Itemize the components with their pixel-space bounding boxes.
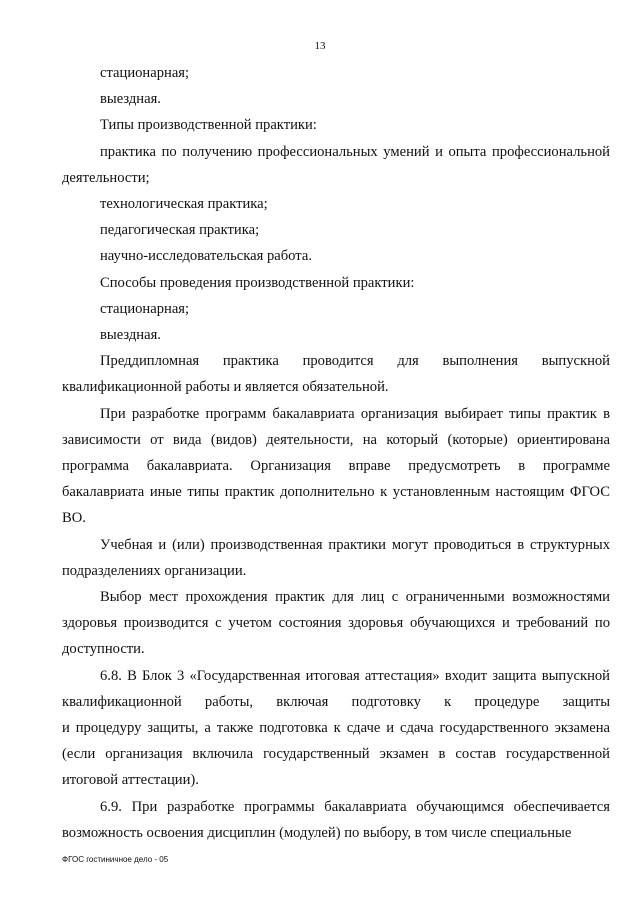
paragraph-field-2: выездная. bbox=[100, 327, 161, 344]
paragraph-production-practice-methods: Способы проведения производственной практики: bbox=[100, 274, 415, 291]
paragraph-structural-units: Учебная и (или) производственная практики могут проводиться в структурных подразделениях организации. bbox=[62, 536, 610, 579]
page-number: 13 bbox=[314, 40, 326, 52]
paragraph-field-1: выездная. bbox=[100, 91, 161, 108]
document-body bbox=[62, 60, 610, 846]
paragraph-pedagogical: педагогическая практика; bbox=[100, 222, 260, 239]
paragraph-pre-diploma: Преддипломная практика проводится для выполнения выпускной квалификационной работы и является обязательной. bbox=[62, 353, 610, 396]
paragraph-6-8-continued: и процедуру защиты, а также подготовка к сдаче и сдача государственного экзамена (если организация включила государственный экзамен в состав государственной итоговой аттестации). bbox=[62, 720, 610, 789]
paragraph-limited-abilities: Выбор мест прохождения практик для лиц с ограниченными возможностями здоровья производится с учетом состояния здоровья обучающихся и требований по доступности. bbox=[62, 589, 610, 658]
footer-note: ФГОС гостиничное дело - 05 bbox=[62, 855, 169, 864]
paragraph-research: научно-исследовательская работа. bbox=[100, 248, 312, 265]
paragraph-6-9: 6.9. При разработке программы бакалавриата обучающимся обеспечивается возможность освоения дисциплин (модулей) по выбору, в том числе специальные bbox=[62, 798, 610, 841]
paragraph-technological: технологическая практика; bbox=[100, 196, 268, 213]
paragraph-stationary-1: стационарная; bbox=[100, 65, 190, 81]
paragraph-program-development: При разработке программ бакалавриата организация выбирает типы практик в зависимости от вида (видов) деятельности, на который (которые) ориентирована программа бакалавриата. Организация вправе предусмотреть в программе бакалавриата иные типы практик дополнительно к установленным настоящим ФГОС ВО. bbox=[62, 405, 610, 527]
paragraph-6-8-first-part: 6.8. В Блок 3 «Государственная итоговая аттестация» входит защита выпускной квалификационной работы, включая подготовку к процедуре защиты bbox=[62, 667, 610, 710]
paragraph-professional-skills: практика по получению профессиональных умений и опыта профессиональной деятельности; bbox=[62, 143, 610, 186]
paragraph-production-practice-types: Типы производственной практики: bbox=[100, 117, 317, 134]
paragraph-stationary-2: стационарная; bbox=[100, 300, 190, 317]
